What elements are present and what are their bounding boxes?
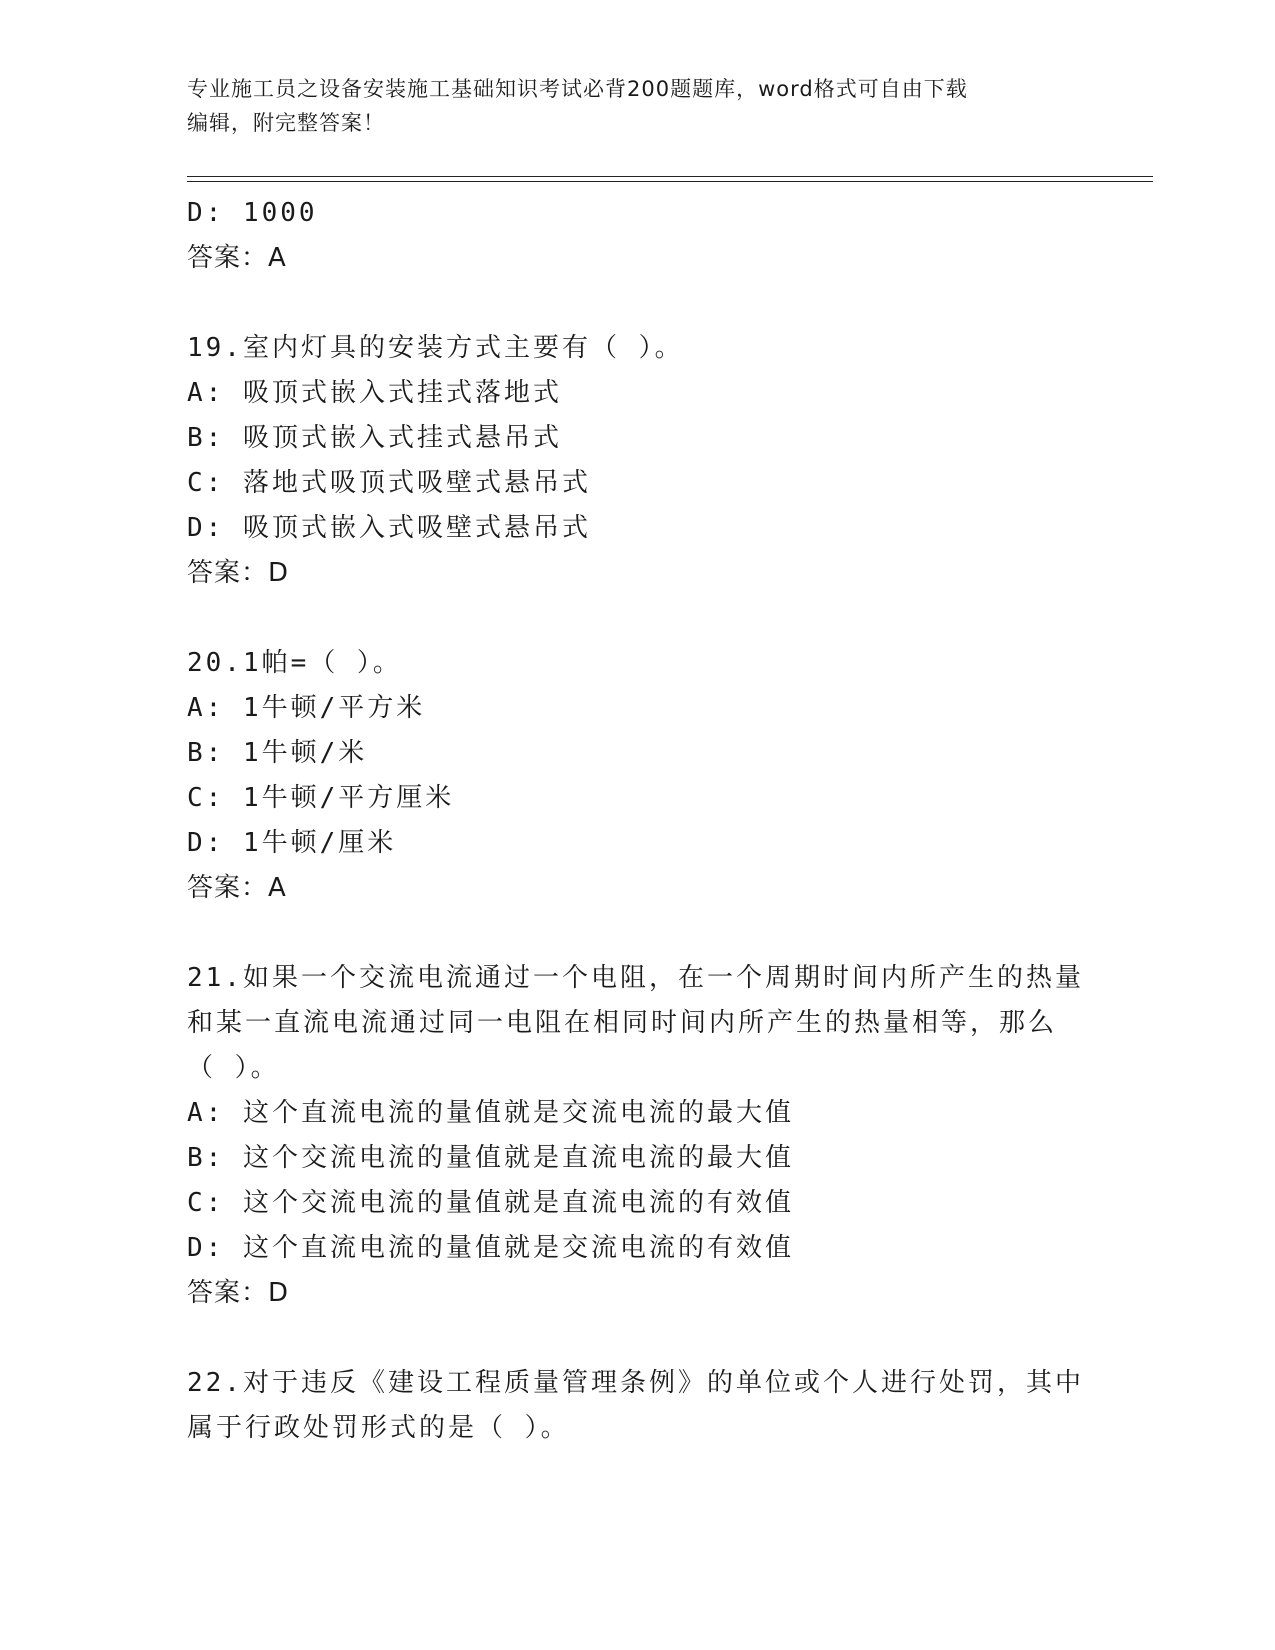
option-c: C: 落地式吸顶式吸壁式悬吊式 bbox=[187, 468, 591, 498]
answer: 答案：A bbox=[187, 243, 287, 273]
option-d: D: 1牛顿/厘米 bbox=[187, 828, 397, 858]
option-d: D: 这个直流电流的量值就是交流电流的有效值 bbox=[187, 1233, 794, 1263]
answer: 答案：D bbox=[187, 1278, 290, 1308]
document-header bbox=[187, 72, 1067, 140]
question-18-tail bbox=[187, 191, 1087, 281]
header-rule-bottom bbox=[187, 181, 1153, 182]
option-b: B: 1牛顿/米 bbox=[187, 738, 368, 768]
option-d: D: 1000 bbox=[187, 198, 318, 228]
header-line-1: 专业施工员之设备安装施工基础知识考试必背200题题库，word格式可自由下载 bbox=[187, 77, 968, 101]
question-20 bbox=[187, 641, 1087, 911]
question-stem-line-1: 21.如果一个交流电流通过一个电阻，在一个周期时间内所产生的热量 bbox=[187, 963, 1084, 993]
option-c: C: 1牛顿/平方厘米 bbox=[187, 783, 455, 813]
question-stem: 20.1帕=（ ）。 bbox=[187, 648, 402, 678]
option-b: B: 吸顶式嵌入式挂式悬吊式 bbox=[187, 423, 562, 453]
option-b: B: 这个交流电流的量值就是直流电流的最大值 bbox=[187, 1143, 794, 1173]
header-line-2: 编辑，附完整答案！ bbox=[187, 111, 385, 135]
question-stem-line-2: 属于行政处罚形式的是（ ）。 bbox=[187, 1413, 570, 1443]
option-a: A: 这个直流电流的量值就是交流电流的最大值 bbox=[187, 1098, 794, 1128]
spacer bbox=[187, 911, 1087, 956]
spacer bbox=[187, 596, 1087, 641]
question-19 bbox=[187, 326, 1087, 596]
question-stem: 19.室内灯具的安装方式主要有（ ）。 bbox=[187, 333, 684, 363]
question-stem-line-3: （ ）。 bbox=[187, 1053, 280, 1083]
question-stem-line-1: 22.对于违反《建设工程质量管理条例》的单位或个人进行处罚，其中 bbox=[187, 1368, 1084, 1398]
header-rule-top bbox=[187, 176, 1153, 177]
question-list bbox=[187, 191, 1087, 1451]
spacer bbox=[187, 281, 1087, 326]
option-c: C: 这个交流电流的量值就是直流电流的有效值 bbox=[187, 1188, 794, 1218]
question-21 bbox=[187, 956, 1087, 1316]
option-a: A: 1牛顿/平方米 bbox=[187, 693, 426, 723]
question-22 bbox=[187, 1361, 1087, 1451]
answer: 答案：D bbox=[187, 558, 290, 588]
option-a: A: 吸顶式嵌入式挂式落地式 bbox=[187, 378, 562, 408]
option-d: D: 吸顶式嵌入式吸壁式悬吊式 bbox=[187, 513, 591, 543]
question-stem-line-2: 和某一直流电流通过同一电阻在相同时间内所产生的热量相等，那么 bbox=[187, 1008, 1058, 1038]
spacer bbox=[187, 1316, 1087, 1361]
answer: 答案：A bbox=[187, 873, 287, 903]
